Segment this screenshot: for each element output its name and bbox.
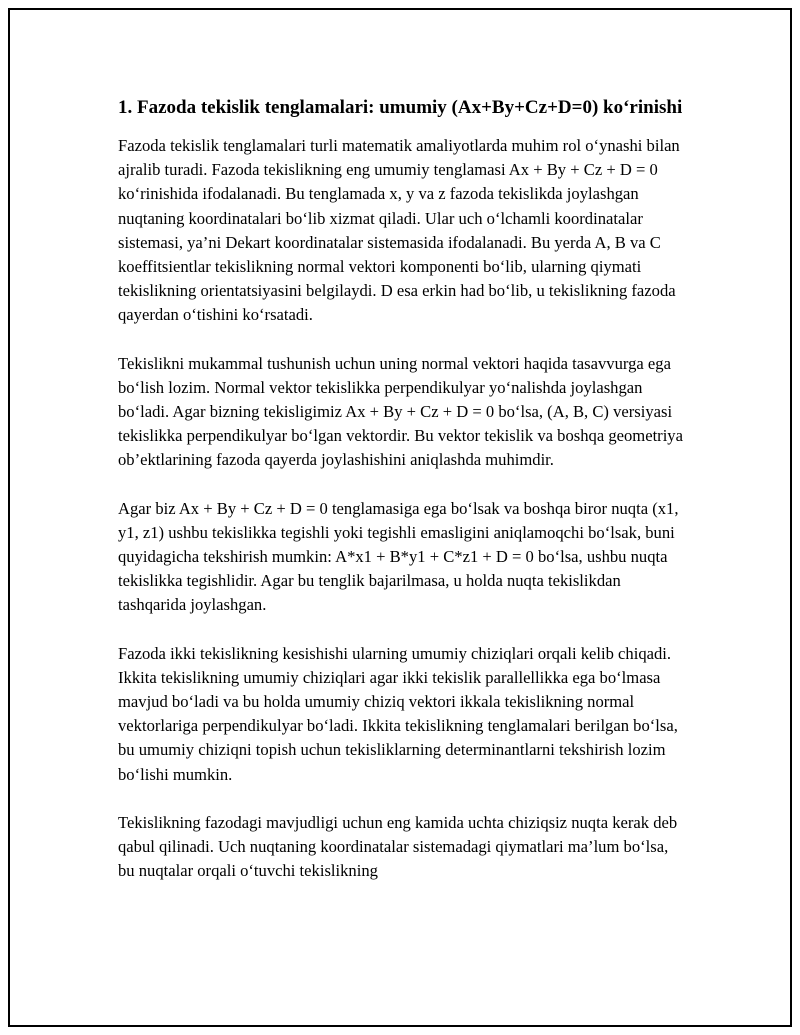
paragraph-5: Tekislikning fazodagi mavjudligi uchun eng kamida uchta chiziqsiz nuqta kerak deb qabul qilinadi. Uch nuqtaning koordinatalar sistemadagi qiymatlari ma’lum bo‘lsa, bu nuqtalar orqali o‘tuvchi tekislikning <box>118 812 678 881</box>
paragraph-1: Fazoda tekislik tenglamalari turli matematik amaliyotlarda muhim rol o‘ynashi bilan ajralib turadi. Fazoda tekislikning eng umumiy tenglamasi Ax + By + Cz + D = 0 ko‘rinishida ifodalanadi. Bu tenglamada x, y va z fazoda tekislikda joylashgan nuqtaning koordinatalari bo‘lib xizmat qiladi. Ular uch o‘lchamli koordinatalar sistemasi, ya’ni Dekart koordinatalar sistemasida ifodalanadi. Bu yerda A, B va C koeffitsientlar tekislikning normal vektori komponenti bo‘lib, ularning qiymati tekislikning orientatsiyasini belgilaydi. D esa erkin had bo‘lib, u tekislikning fazoda qayerdan o‘tishini ko‘rsatadi. <box>118 136 680 325</box>
section-title: 1. Fazoda tekislik tenglamalari: umumiy (Ax+By+Cz+D=0) ko‘rinishi <box>118 97 683 118</box>
document-body <box>118 94 688 907</box>
paragraph-2: Tekislikni mukammal tushunish uchun uning normal vektori haqida tasavvurga ega bo‘lish lozim. Normal vektor tekislikka perpendikulyar yo‘nalishda joylashgan bo‘ladi. Agar bizning tekisligimiz Ax + By + Cz + D = 0 bo‘lsa, (A, B, C) versiyasi tekislikka perpendikulyar bo‘lgan vektordir. Bu vektor tekislik va boshqa geometriya ob’ektlarining fazoda qayerda joylashishini aniqlashda muhimdir. <box>118 353 683 470</box>
paragraph-3: Agar biz Ax + By + Cz + D = 0 tenglamasiga ega bo‘lsak va boshqa biror nuqta (x1, y1, z1) ushbu tekislikka tegishli yoki tegishli emasligini aniqlamoqchi bo‘lsak, buni quyidagicha tekshirish mumkin: A*x1 + B*y1 + C*z1 + D = 0 bo‘lsa, ushbu nuqta tekislikka tegishlidir. Agar bu tenglik bajarilmasa, u holda nuqta tekislikdan tashqarida joylashgan. <box>118 498 679 615</box>
paragraph-4: Fazoda ikki tekislikning kesishishi ularning umumiy chiziqlari orqali kelib chiqadi. Ikkita tekislikning umumiy chiziqlari agar ikki tekislik parallellikka ega bo‘lmasa mavjud bo‘ladi va bu holda umumiy chiziq vektori ikkala tekislikning normal vektorlariga perpendikulyar bo‘ladi. Ikkita tekislikning tenglamalari berilgan bo‘lsa, bu umumiy chiziqni topish uchun tekisliklarning determinantlarni tekshirish lozim bo‘lishi mumkin. <box>118 643 678 784</box>
